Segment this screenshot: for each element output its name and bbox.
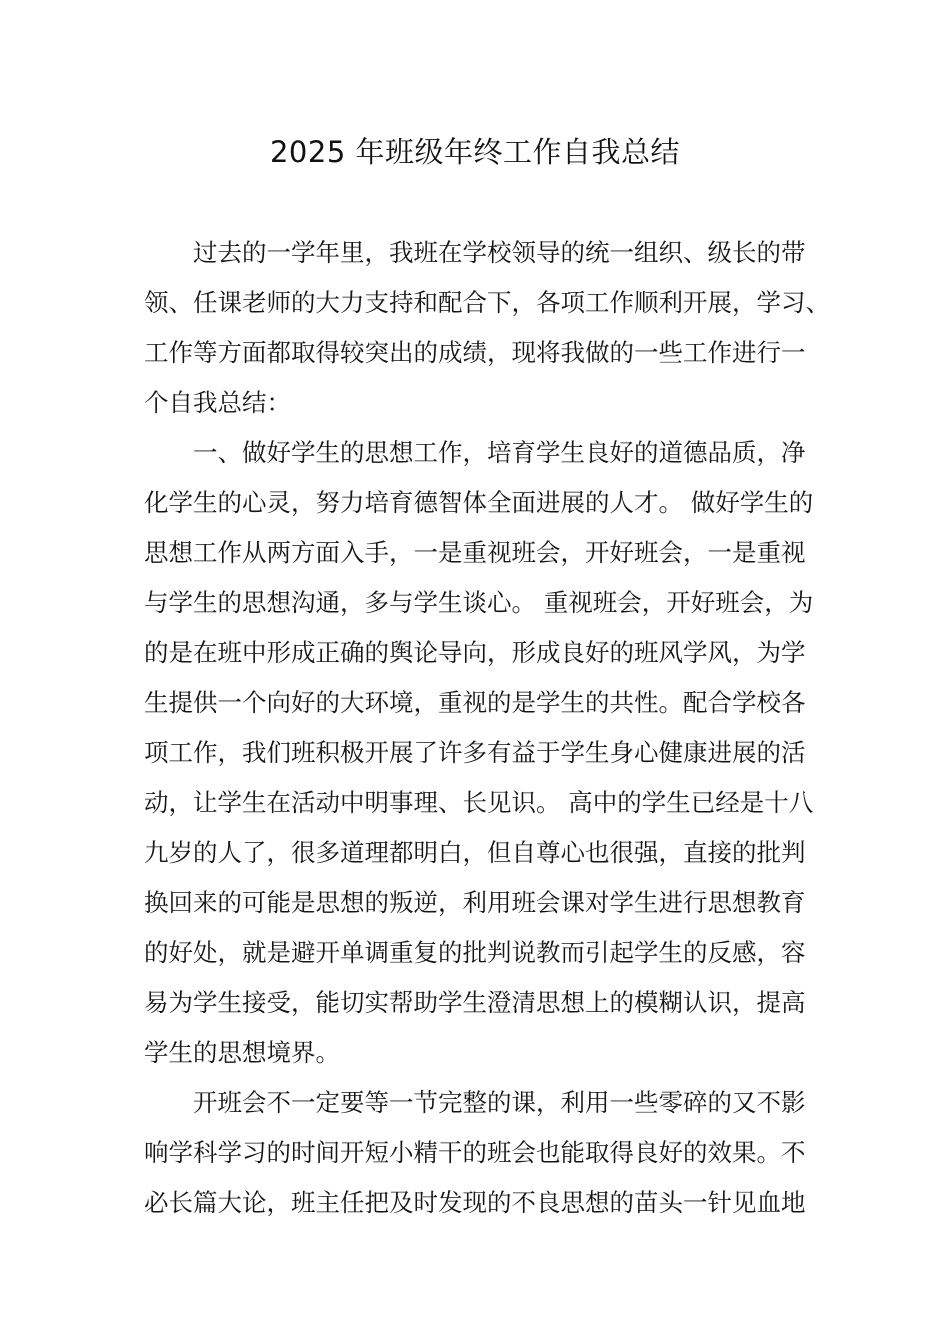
text-line: 易为学生接受，能切实帮助学生澄清思想上的模糊认识，提高 — [144, 988, 806, 1017]
document-body — [144, 228, 830, 1228]
text-line: 响学科学习的时间开短小精干的班会也能取得良好的效果。不 — [144, 1138, 806, 1167]
text-line: 换回来的可能是思想的叛逆，利用班会课对学生进行思想教育 — [144, 888, 806, 917]
text-line: 化学生的心灵，努力培育德智体全面进展的人才。 做好学生的 — [144, 488, 814, 517]
text-line: 项工作，我们班积极开展了许多有益于学生身心健康进展的活 — [144, 738, 806, 767]
text-line: 过去的一学年里，我班在学校领导的统一组织、级长的带 — [193, 238, 806, 267]
text-line: 领、任课老师的大力支持和配合下，各项工作顺利开展，学习、 — [144, 288, 830, 317]
text-line: 与学生的思想沟通，多与学生谈心。 重视班会，开好班会，为 — [144, 588, 814, 617]
text-line: 九岁的人了，很多道理都明白，但自尊心也很强，直接的批判 — [144, 838, 806, 867]
text-line: 动，让学生在活动中明事理、长见识。 高中的学生已经是十八 — [144, 788, 814, 817]
text-line: 生提供一个向好的大环境，重视的是学生的共性。配合学校各 — [144, 688, 806, 717]
text-line: 工作等方面都取得较突出的成绩，现将我做的一些工作进行一 — [144, 338, 806, 367]
text-line: 开班会不一定要等一节完整的课，利用一些零碎的又不影 — [193, 1088, 806, 1117]
text-line: 必长篇大论，班主任把及时发现的不良思想的苗头一针见血地 — [144, 1188, 806, 1217]
text-line: 思想工作从两方面入手，一是重视班会，开好班会，一是重视 — [144, 538, 806, 567]
text-line: 个自我总结： — [144, 388, 291, 417]
text-line: 一、做好学生的思想工作，培育学生良好的道德品质，净 — [193, 438, 806, 467]
text-line: 的好处，就是避开单调重复的批判说教而引起学生的反感，容 — [144, 938, 806, 967]
text-line: 学生的思想境界。 — [144, 1038, 340, 1067]
text-line: 的是在班中形成正确的舆论导向，形成良好的班风学风，为学 — [144, 638, 806, 667]
document-title: 2025 年班级年终工作自我总结 — [269, 135, 681, 169]
